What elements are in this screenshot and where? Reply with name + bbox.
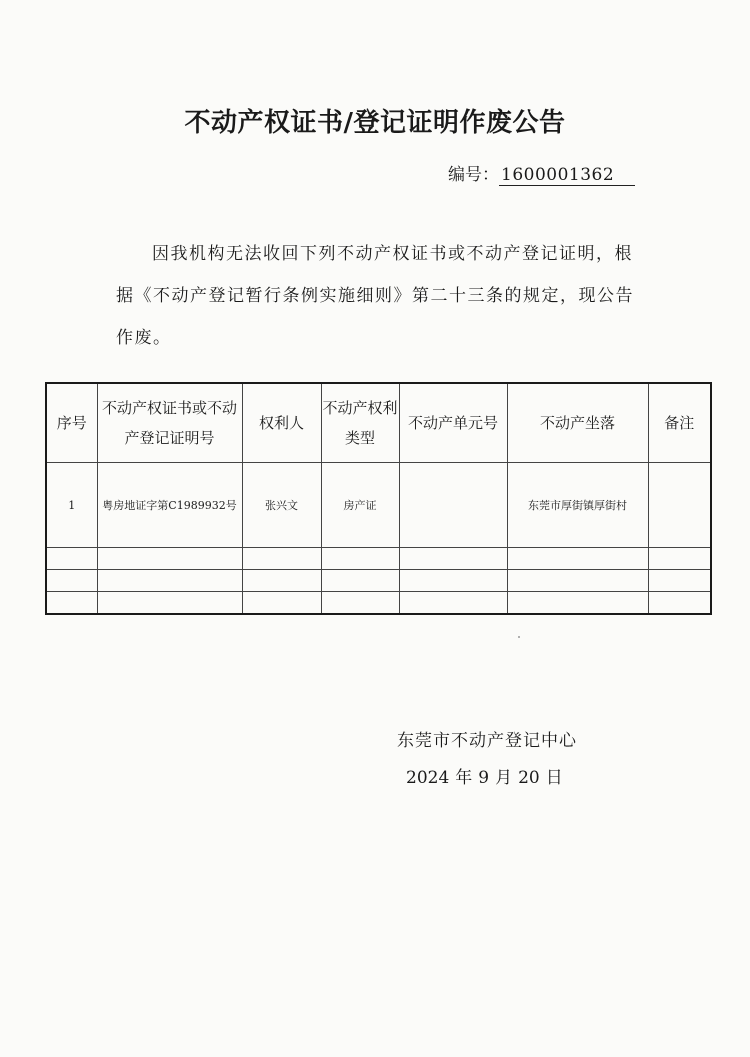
document-number: [448, 160, 635, 186]
document-number-value: 1600001362: [499, 165, 635, 186]
void-certificate-table: [45, 382, 712, 615]
blank-cell: [399, 548, 507, 570]
blank-cell: [46, 548, 97, 570]
blank-cell: [242, 570, 321, 592]
blank-cell: [507, 570, 648, 592]
blank-cell: [97, 548, 242, 570]
date-year-unit: 年: [455, 768, 473, 788]
blank-cell: [648, 592, 711, 615]
date-month: 9: [478, 768, 490, 788]
blank-cell: [321, 592, 399, 615]
issue-date: [406, 763, 569, 788]
header-unit-no: 不动产单元号: [399, 383, 507, 463]
table-row: [46, 463, 711, 548]
table-row-blank: [46, 570, 711, 592]
cell-holder: 张兴文: [242, 463, 321, 548]
blank-cell: [648, 570, 711, 592]
blank-cell: [399, 592, 507, 615]
cell-remark: [648, 463, 711, 548]
date-day-unit: 日: [545, 768, 563, 788]
blank-cell: [97, 570, 242, 592]
document-number-label: 编号：: [448, 165, 499, 185]
header-seq: 序号: [46, 383, 97, 463]
blank-cell: [321, 548, 399, 570]
date-month-unit: 月: [495, 768, 513, 788]
table-header-row: [46, 383, 711, 463]
cell-location: 东莞市厚街镇厚街村: [507, 463, 648, 548]
blank-cell: [242, 548, 321, 570]
blank-cell: [399, 570, 507, 592]
header-holder: 权利人: [242, 383, 321, 463]
cell-unit-no: [399, 463, 507, 548]
notice-paragraph: 因我机构无法收回下列不动产权证书或不动产登记证明，根据《不动产登记暂行条例实施细则》第二十三条的规定，现公告作废。: [116, 244, 634, 348]
header-cert-no: 不动产权证书或不动产登记证明号: [97, 383, 242, 463]
blank-cell: [507, 548, 648, 570]
blank-cell: [46, 570, 97, 592]
blank-cell: [97, 592, 242, 615]
blank-cell: [242, 592, 321, 615]
blank-cell: [321, 570, 399, 592]
cell-cert-no: 粤房地证字第C1989932号: [97, 463, 242, 548]
table-row-blank: [46, 592, 711, 615]
cell-right-type: 房产证: [321, 463, 399, 548]
document-title: 不动产权证书/登记证明作废公告: [184, 108, 566, 138]
blank-cell: [648, 548, 711, 570]
cell-seq: 1: [46, 463, 97, 548]
blank-cell: [46, 592, 97, 615]
date-year: 2024: [406, 768, 450, 788]
issuing-organization: 东莞市不动产登记中心: [397, 731, 577, 751]
header-remark: 备注: [648, 383, 711, 463]
header-right-type: 不动产权利类型: [321, 383, 399, 463]
table-row-blank: [46, 548, 711, 570]
header-location: 不动产坐落: [507, 383, 648, 463]
date-day: 20: [518, 768, 540, 788]
scan-speck: [518, 636, 520, 638]
blank-cell: [507, 592, 648, 615]
